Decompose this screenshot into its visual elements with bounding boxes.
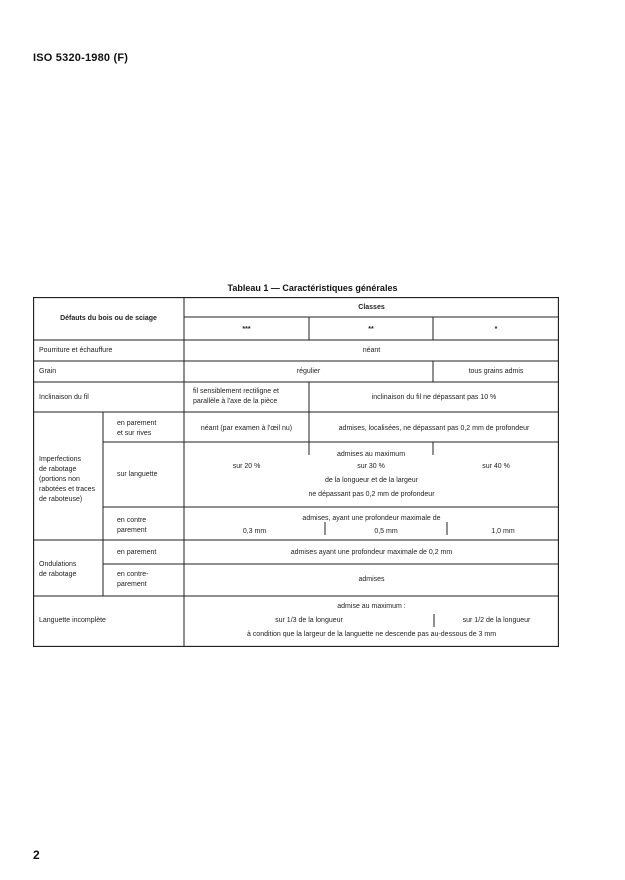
cell-pourriture: néant [362,347,381,354]
class-mark-1: *** [242,326,251,333]
cell-languette-incomplete-class-3: sur 1/2 de la longueur [462,617,531,624]
characteristics-table [33,297,559,647]
cell-languette-line3: ne dépassant pas 0,2 mm de profondeur [308,491,435,498]
cell-languette-incomplete-line3: à condition que la largeur de la languette ne descende pas au-dessous de 3 mm [246,631,497,638]
row-label-grain: Grain [39,368,57,375]
classes-header: Classes [358,304,385,311]
sub-label-contre-parement-1: en contre [117,517,147,524]
row-label-pourriture: Pourriture et échauffure [39,347,113,354]
cell-contre-parement-class-2: 0,5 mm [374,528,398,535]
page-number: 2 [33,848,40,862]
cell-contre-parement-class-1: 0,3 mm [242,528,267,535]
document-header: ISO 5320-1980 (F) [33,52,129,64]
sub-label-ondulations-parement: en parement [117,549,157,556]
cell-inclinaison-class-1-line2: parallèle à l'axe de la pièce [193,398,278,405]
row-label-imperfections-2: de rabotage [39,466,77,473]
cell-inclinaison-classes-2-3: inclinaison du fil ne dépassant pas 10 % [371,394,497,401]
table-title: Tableau 1 — Caractéristiques générales [227,283,398,293]
row-label-imperfections-1: Imperfections [39,456,82,463]
cell-languette-header: admises au maximum [336,451,406,458]
cell-parement-class-1: néant (par examen à l'œil nu) [200,425,293,432]
row-label-ondulations-2: de rabotage [39,571,77,578]
sub-label-parement-rives-2: et sur rives [117,430,152,437]
cell-ondulations-contre: admises [358,576,385,583]
row-label-imperfections-5: de raboteuse) [39,496,83,503]
sub-label-contre-parement-2: parement [117,527,147,534]
cell-inclinaison-class-1-line1: fil sensiblement rectiligne et [193,388,279,395]
sub-label-languette: sur languette [117,471,158,478]
cell-languette-incomplete-line1: admise au maximum : [337,603,406,610]
class-mark-3: * [494,326,498,333]
row-label-languette-incomplete: Languette incomplète [39,617,106,624]
sub-label-ondulations-contre-1: en contre- [117,571,149,578]
cell-languette-class-3: sur 40 % [482,463,510,470]
cell-ondulations-parement: admises ayant une profondeur maximale de 0,2 mm [290,549,453,556]
row-label-imperfections-3: (portions non [39,476,80,483]
cell-languette-class-2: sur 30 % [357,463,385,470]
cell-contre-parement-header: admises, ayant une profondeur maximale de [302,515,441,522]
cell-languette-class-1: sur 20 % [232,463,261,470]
cell-grain-class-3: tous grains admis [468,368,524,375]
class-mark-2: ** [368,326,374,333]
row-label-imperfections-4: rabotées et traces [39,486,96,493]
cell-parement-classes-2-3: admises, localisées, ne dépassant pas 0,2 mm de profondeur [338,425,530,432]
row-label-inclinaison: Inclinaison du fil [39,394,89,401]
sub-label-parement-rives-1: en parement [117,420,157,427]
cell-languette-line2: de la longueur et de la largeur [324,477,418,484]
corner-header: Défauts du bois ou de sciage [60,315,157,322]
sub-label-ondulations-contre-2: parement [117,581,147,588]
cell-languette-incomplete-classes-1-2: sur 1/3 de la longueur [275,617,343,624]
cell-contre-parement-class-3: 1,0 mm [491,528,515,535]
cell-grain-classes-1-2: régulier [296,368,321,375]
row-label-ondulations-1: Ondulations [39,561,77,568]
